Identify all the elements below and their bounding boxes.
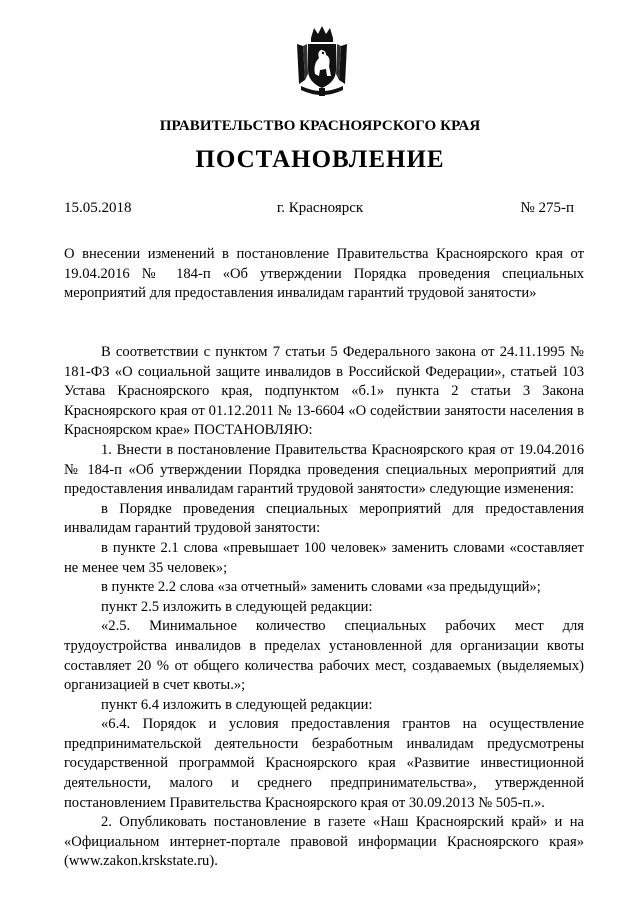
- body-paragraph: в пункте 2.1 слова «превышает 100 человек» заменить словами «составляет не менее чем 35 человек»;: [64, 539, 584, 576]
- body-paragraph: пункт 2.5 изложить в следующей редакции:: [101, 598, 373, 615]
- body-paragraph: В соответствии с пунктом 7 статьи 5 Федерального закона от 24.11.1995 № 181-ФЗ «О социальной защите инвалидов в Российской Федерации», статьей 103 Устава Красноярского края, подпунктом «б.1» пункта 2 статьи 3 Закона Красноярского края от 01.12.2011 № 13-6604 «О содействии занятости населения в Красноярском крае» ПОСТАНОВЛЯЮ:: [64, 344, 584, 439]
- krasnoyarsk-coat-of-arms-icon: [293, 24, 351, 98]
- document-type: ПОСТАНОВЛЕНИЕ: [195, 146, 445, 173]
- body-paragraph: в пункте 2.2 слова «за отчетный» заменить словами «за предыдущий»;: [101, 579, 541, 596]
- body-paragraph: «6.4. Порядок и условия предоставления грантов на осуществление предпринимательской деятельности безработным инвалидам предусмотрены государственной программой Красноярского края «Развитие инвестиционной деятельности, малого и среднего предпринимательства», утвержденной постановлением Правительства Красноярского края от 30.09.2013 № 505-п.».: [64, 716, 584, 811]
- body-paragraph: пункт 6.4 изложить в следующей редакции:: [101, 696, 373, 713]
- document-body: [64, 343, 584, 872]
- body-paragraph: в Порядке проведения специальных мероприятий для предоставления инвалидам гарантий трудовой занятости:: [64, 500, 584, 537]
- body-paragraph: 2. Опубликовать постановление в газете «Наш Красноярский край» и на «Официальном интернет-портале правовой информации Красноярского края» (www.zakon.krskstate.ru).: [64, 814, 584, 870]
- document-subject: О внесении изменений в постановление Правительства Красноярского края от 19.04.2016 № 184-п «Об утверждении Порядка проведения специальных мероприятий для предоставления инвалидам гарантий трудовой занятости»: [64, 246, 584, 302]
- document-city: г. Красноярск: [276, 200, 364, 216]
- authority-name: ПРАВИТЕЛЬСТВО КРАСНОЯРСКОГО КРАЯ: [159, 118, 481, 134]
- body-paragraph: «2.5. Минимальное количество специальных рабочих мест для трудоустройства инвалидов в пределах установленной для организации квоты составляет 20 % от общего количества рабочих мест, создаваемых (выделяемых) организацией в счет квоты.»;: [64, 618, 584, 694]
- document-number: № 275-п: [520, 200, 574, 216]
- document-date: 15.05.2018: [64, 200, 132, 216]
- body-paragraph: 1. Внести в постановление Правительства Красноярского края от 19.04.2016 № 184-п «Об утверждении Порядка проведения специальных мероприятий для предоставления инвалидам гарантий трудовой занятости» следующие изменения:: [64, 441, 584, 498]
